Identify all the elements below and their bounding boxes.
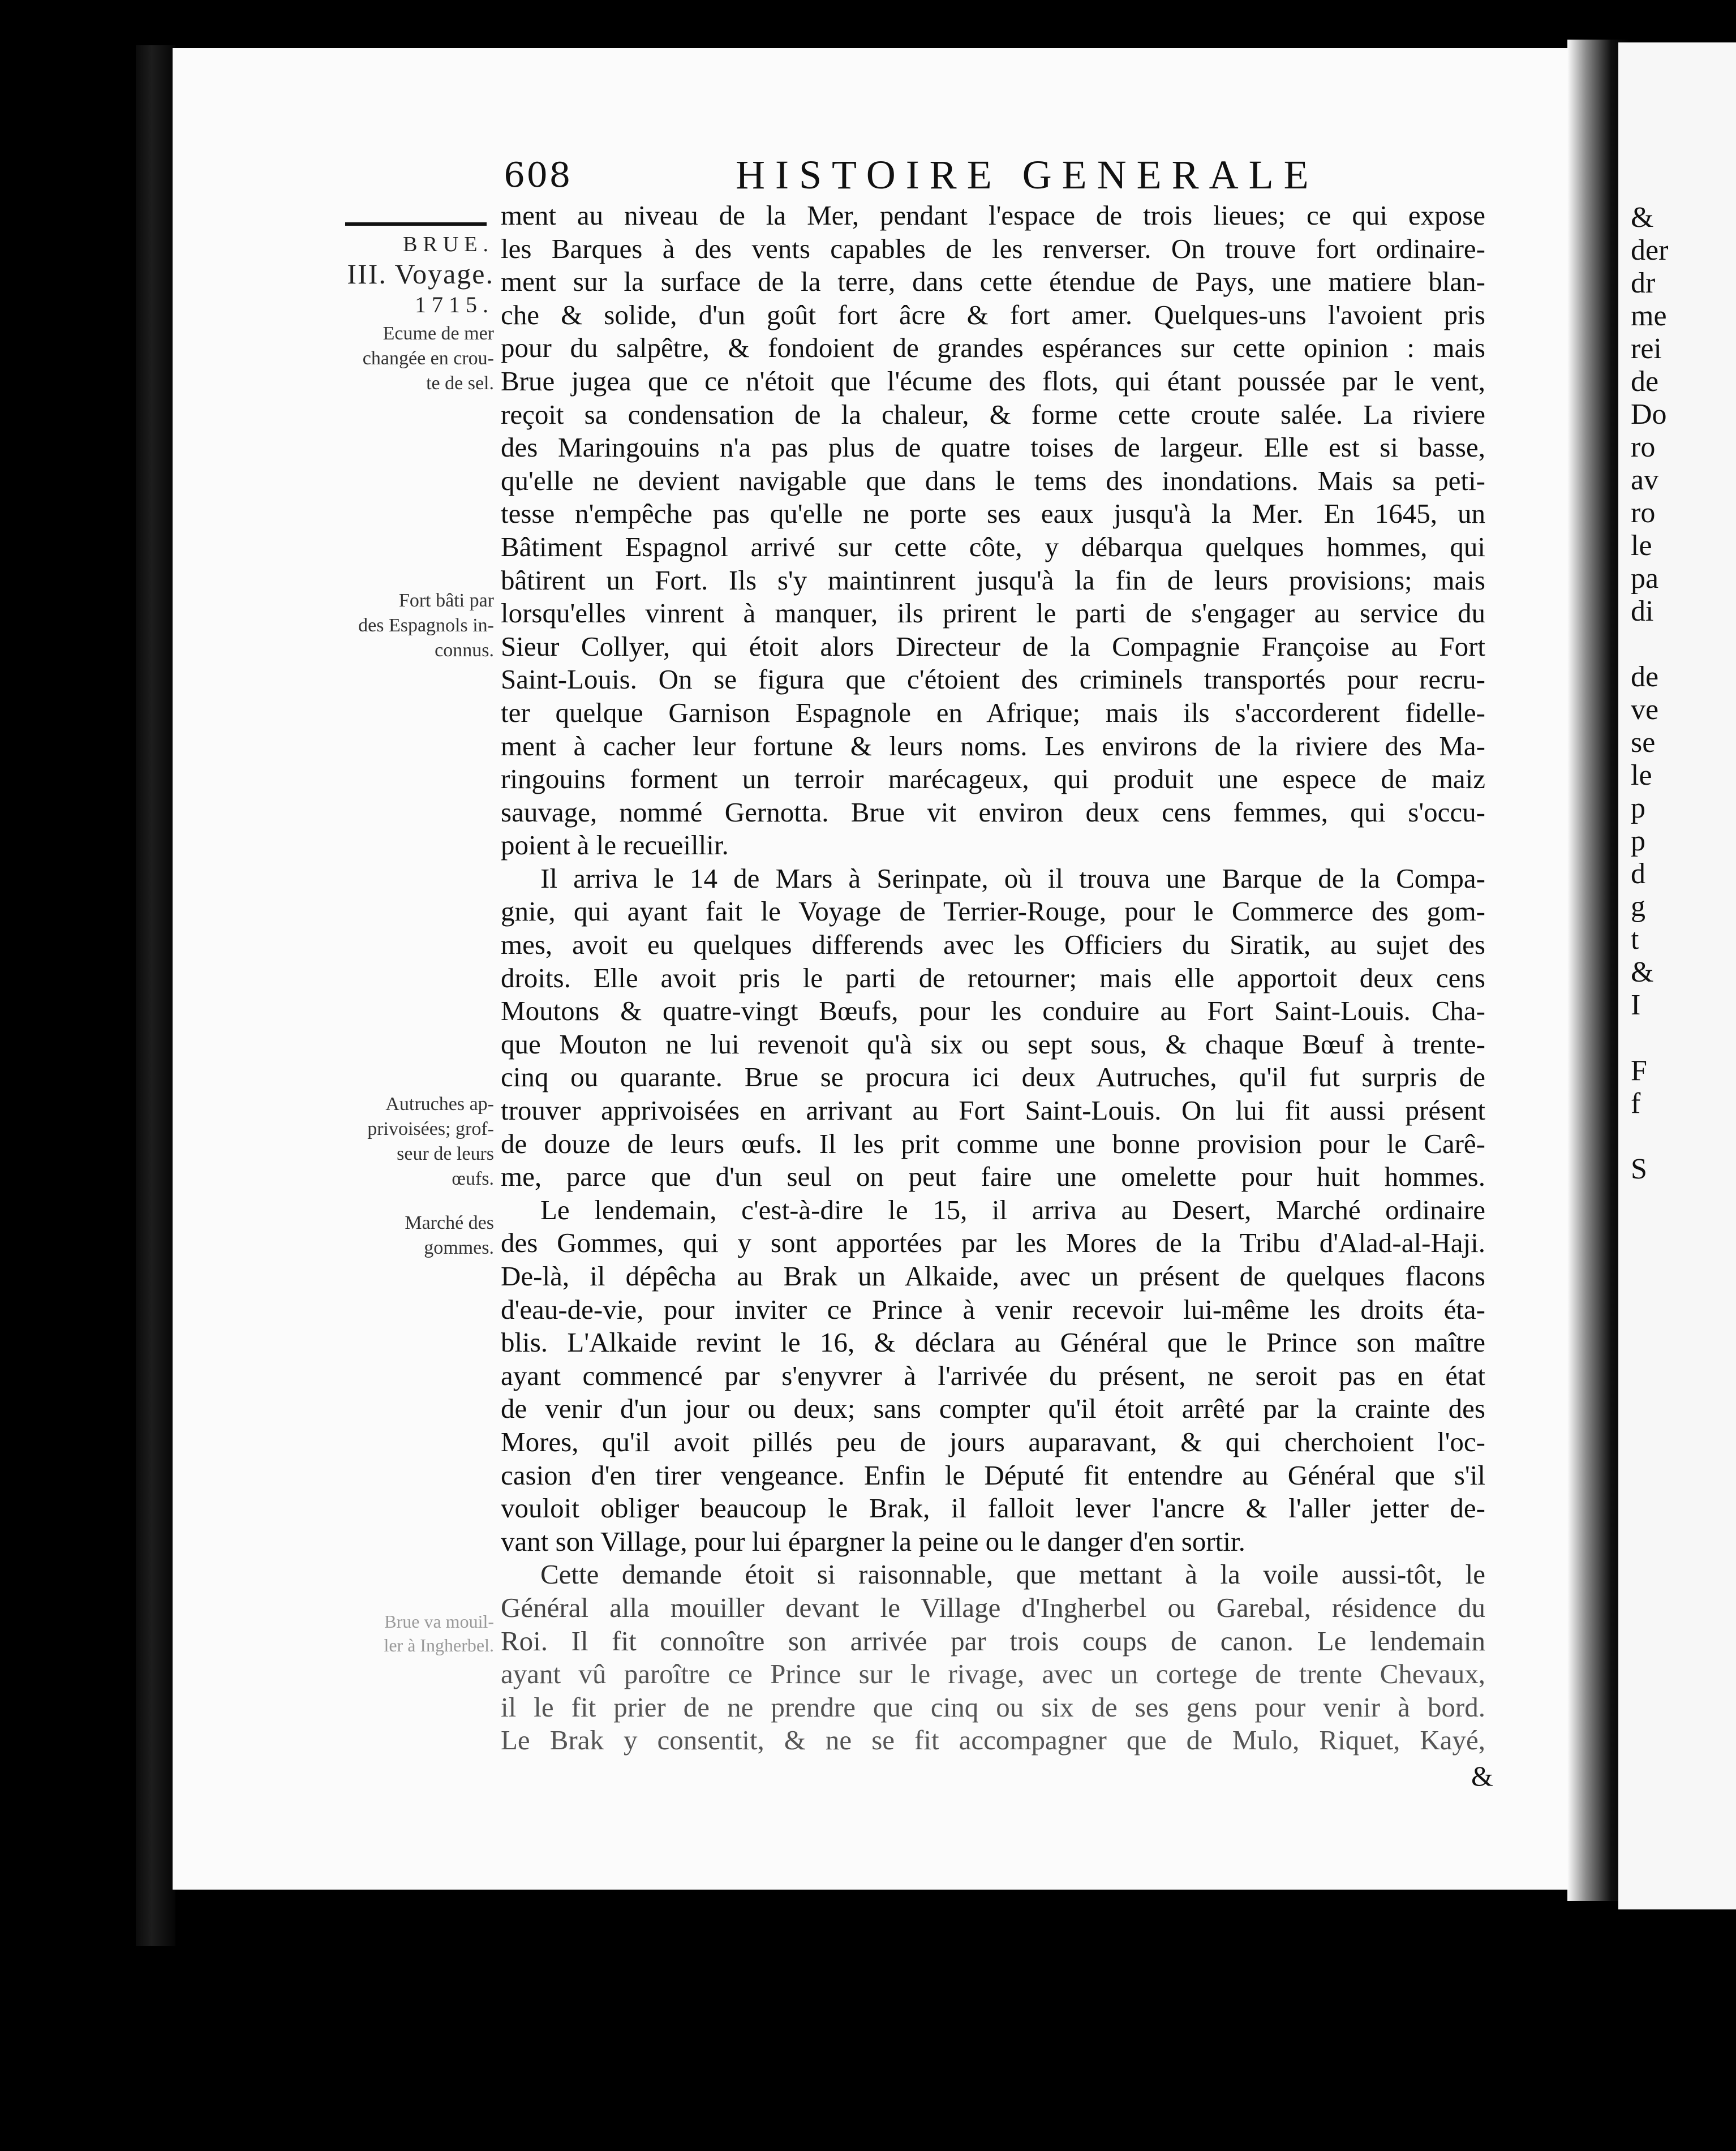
facing-page-fragment: p bbox=[1631, 825, 1645, 857]
text-line: Mores, qu'il avoit pillés peu de jours auparavant, & qui cherchoient l'oc- bbox=[501, 1426, 1485, 1457]
text-line: casion d'en tirer vengeance. Enfin le Député fit entendre au Général que s'il bbox=[501, 1459, 1485, 1491]
facing-page-fragment: de bbox=[1631, 661, 1659, 693]
text-line: mes, avoit eu quelques differends avec les Officiers du Siratik, au sujet des bbox=[501, 929, 1485, 961]
margin-note-fort bbox=[358, 588, 494, 663]
facing-page-fragment: d bbox=[1631, 858, 1645, 890]
margin-note-ingherbel bbox=[384, 1610, 494, 1657]
margin-note-line: Marché des bbox=[405, 1212, 494, 1233]
text-line: Il arriva le 14 de Mars à Serinpate, où il trouva une Barque de la Compa- bbox=[540, 862, 1485, 894]
text-line: Le Brak y consentit, & ne se fit accompagner que de Mulo, Riquet, Kayé, bbox=[501, 1724, 1485, 1756]
text-line: ment sur la surface de la terre, dans cette étendue de Pays, une matiere blan- bbox=[501, 266, 1485, 298]
text-line: ment au niveau de la Mer, pendant l'espace de trois lieues; ce qui expose bbox=[501, 200, 1485, 231]
body-text bbox=[501, 199, 1485, 1757]
text-line: cinq ou quarante. Brue se procura ici deux Autruches, qu'il fut surpris de bbox=[501, 1061, 1485, 1093]
text-line: me, parce que d'un seul on peut faire une omelette pour huit hommes. bbox=[501, 1161, 1485, 1193]
text-line: droits. Elle avoit pris le parti de retourner; mais elle apportoit deux cens bbox=[501, 962, 1485, 993]
facing-page-fragment: se bbox=[1631, 726, 1656, 759]
text-line: sauvage, nommé Gernotta. Brue vit environ deux cens femmes, qui s'occu- bbox=[501, 796, 1485, 828]
facing-page-fragment: der bbox=[1631, 234, 1669, 266]
text-line: Le lendemain, c'est-à-dire le 15, il arriva au Desert, Marché ordinaire bbox=[540, 1194, 1485, 1225]
facing-page-fragment: rei bbox=[1631, 333, 1662, 365]
text-line: gnie, qui ayant fait le Voyage de Terrier-Rouge, pour le Commerce des gom- bbox=[501, 896, 1485, 927]
margin-note-line: te de sel. bbox=[426, 373, 494, 394]
text-line: De-là, il dépêcha au Brak un Alkaide, avec un présent de quelques flacons bbox=[501, 1261, 1485, 1292]
text-line: qu'elle ne devient navigable que dans le tems des inondations. Mais sa peti- bbox=[501, 464, 1485, 496]
text-line: Roi. Il fit connoître son arrivée par trois coups de canon. Le lendemain bbox=[501, 1625, 1485, 1657]
text-line: ayant vû paroître ce Prince sur le rivage, avec un cortege de trente Chevaux, bbox=[501, 1658, 1485, 1690]
margin-note-line: connus. bbox=[435, 640, 494, 661]
facing-page-fragment: av bbox=[1631, 464, 1659, 496]
page-number: 608 bbox=[504, 156, 572, 195]
text-line: des Gommes, qui y sont apportées par les Mores de la Tribu d'Alad-al-Haji. bbox=[501, 1227, 1485, 1259]
margin-note-line: Autruches ap- bbox=[385, 1094, 494, 1115]
margin-note-line: Brue va mouil- bbox=[384, 1611, 494, 1632]
text-line: che & solide, d'un goût fort âcre & fort amer. Quelques-uns l'avoient pris bbox=[501, 299, 1485, 330]
facing-page-fragment: I bbox=[1631, 989, 1641, 1021]
text-line: ter quelque Garnison Espagnole en Afrique; mais ils s'accorderent fidelle- bbox=[501, 696, 1485, 728]
facing-page-fragment: p bbox=[1631, 792, 1645, 824]
margin-note-ecume bbox=[363, 321, 494, 396]
text-line: Général alla mouiller devant le Village d'Ingherbel ou Garebal, résidence du bbox=[501, 1591, 1485, 1623]
text-line: blis. L'Alkaide revint le 16, & déclara au Général que le Prince son maître bbox=[501, 1327, 1485, 1358]
facing-page-fragment: ve bbox=[1631, 694, 1659, 726]
text-line: Brue jugea que ce n'étoit que l'écume des flots, qui étant poussée par le vent, bbox=[501, 365, 1485, 397]
facing-page-fragment: Do bbox=[1631, 398, 1667, 431]
text-line: les Barques à des vents capables de les renverser. On trouve fort ordinaire- bbox=[501, 233, 1485, 264]
catchword: & bbox=[1471, 1760, 1493, 1792]
margin-year: 1715. bbox=[415, 292, 494, 317]
book-spine-edge bbox=[136, 45, 175, 1946]
margin-note-line: œufs. bbox=[452, 1168, 494, 1189]
facing-page-fragment: t bbox=[1631, 923, 1639, 956]
text-line: des Maringouins n'a pas plus de quatre toises de largeur. Elle est si basse, bbox=[501, 432, 1485, 463]
margin-note-gommes bbox=[405, 1211, 494, 1261]
text-line: que Mouton ne lui revenoit qu'à six ou sept sous, & chaque Bœuf à trente- bbox=[501, 1028, 1485, 1060]
text-line: Cette demande étoit si raisonnable, que mettant à la voile aussi-tôt, le bbox=[540, 1559, 1485, 1590]
text-line: Saint-Louis. On se figura que c'étoient des criminels transportés pour recru- bbox=[501, 664, 1485, 695]
facing-page-fragment: F bbox=[1631, 1055, 1647, 1087]
text-line: d'eau-de-vie, pour inviter ce Prince à venir recevoir lui-même les droits éta- bbox=[501, 1293, 1485, 1325]
text-line: pour du salpêtre, & fondoient de grandes espérances sur cette opinion : mais bbox=[501, 332, 1485, 364]
margin-author: BRUE. bbox=[403, 233, 494, 256]
text-line: poient à le recueillir. bbox=[501, 829, 729, 861]
text-line: ment à cacher leur fortune & leurs noms. Les environs de la riviere des Ma- bbox=[501, 730, 1485, 762]
facing-page-fragment: & bbox=[1631, 956, 1654, 988]
facing-page-fragment: dr bbox=[1631, 267, 1656, 299]
facing-page-fragment: le bbox=[1631, 530, 1652, 562]
facing-page-fragment: & bbox=[1631, 201, 1654, 234]
running-title: HISTOIRE GENERALE bbox=[736, 152, 1319, 197]
margin-note-line: privoisées; grof- bbox=[367, 1118, 494, 1139]
text-line: bâtirent un Fort. Ils s'y maintinrent jusqu'à la fin de leurs provisions; mais bbox=[501, 564, 1485, 596]
text-line: Moutons & quatre-vingt Bœufs, pour les conduire au Fort Saint-Louis. Cha- bbox=[501, 995, 1485, 1027]
facing-page-fragment: me bbox=[1631, 300, 1667, 332]
facing-page-fragment: pa bbox=[1631, 562, 1659, 595]
facing-page-fragment: di bbox=[1631, 595, 1654, 627]
margin-note-line: ler à Ingherbel. bbox=[384, 1635, 494, 1655]
text-line: ayant commencé par s'enyvrer à l'arrivée du présent, ne seroit pas en état bbox=[501, 1360, 1485, 1391]
text-line: vouloit obliger beaucoup le Brak, il falloit lever l'ancre & l'aller jetter de- bbox=[501, 1492, 1485, 1524]
text-line: lorsqu'elles vinrent à manquer, ils prirent le parti de s'engager au service du bbox=[501, 597, 1485, 629]
margin-note-line: Fort bâti par bbox=[398, 590, 494, 611]
text-line: Bâtiment Espagnol arrivé sur cette côte, y débarqua quelques hommes, qui bbox=[501, 531, 1485, 562]
text-line: Sieur Collyer, qui étoit alors Directeur de la Compagnie Françoise au Fort bbox=[501, 630, 1485, 662]
facing-page-fragment: f bbox=[1631, 1087, 1641, 1120]
margin-note-line: gommes. bbox=[424, 1237, 494, 1258]
margin-note-line: des Espagnols in- bbox=[358, 615, 494, 636]
facing-page-fragment: le bbox=[1631, 759, 1652, 791]
text-line: il le fit prier de ne prendre que cinq ou six de ses gens pour venir à bord. bbox=[501, 1691, 1485, 1723]
text-line: trouver apprivoisées en arrivant au Fort Saint-Louis. On lui fit aussi présent bbox=[501, 1095, 1485, 1126]
margin-note-line: Ecume de mer bbox=[383, 323, 494, 344]
facing-page-fragment: g bbox=[1631, 890, 1645, 923]
margin-voyage: III. Voyage. bbox=[347, 258, 494, 290]
margin-note-autruches bbox=[367, 1092, 494, 1191]
facing-page bbox=[1618, 42, 1736, 1909]
text-line: de venir d'un jour ou deux; sans compter qu'il étoit arrêté par la crainte des bbox=[501, 1393, 1485, 1425]
facing-page-fragment: ro bbox=[1631, 431, 1656, 463]
text-line: reçoit sa condensation de la chaleur, & forme cette croute salée. La riviere bbox=[501, 398, 1485, 430]
facing-page-fragment: ro bbox=[1631, 497, 1656, 529]
margin-note-line: seur de leurs bbox=[397, 1143, 494, 1164]
text-line: vant son Village, pour lui épargner la peine ou le danger d'en sortir. bbox=[501, 1525, 1245, 1557]
facing-page-fragment: de bbox=[1631, 365, 1659, 398]
text-line: ringouins forment un terroir marécageux, qui produit une espece de maiz bbox=[501, 763, 1485, 795]
margin-note-line: changée en crou- bbox=[362, 348, 494, 369]
text-line: tesse n'empêche pas qu'elle ne porte ses eaux jusqu'à la Mer. En 1645, un bbox=[501, 498, 1485, 530]
margin-rule bbox=[345, 222, 487, 226]
facing-page-fragment: S bbox=[1631, 1153, 1647, 1185]
text-line: de douze de leurs œufs. Il les prit comme une bonne provision pour le Carê- bbox=[501, 1128, 1485, 1159]
